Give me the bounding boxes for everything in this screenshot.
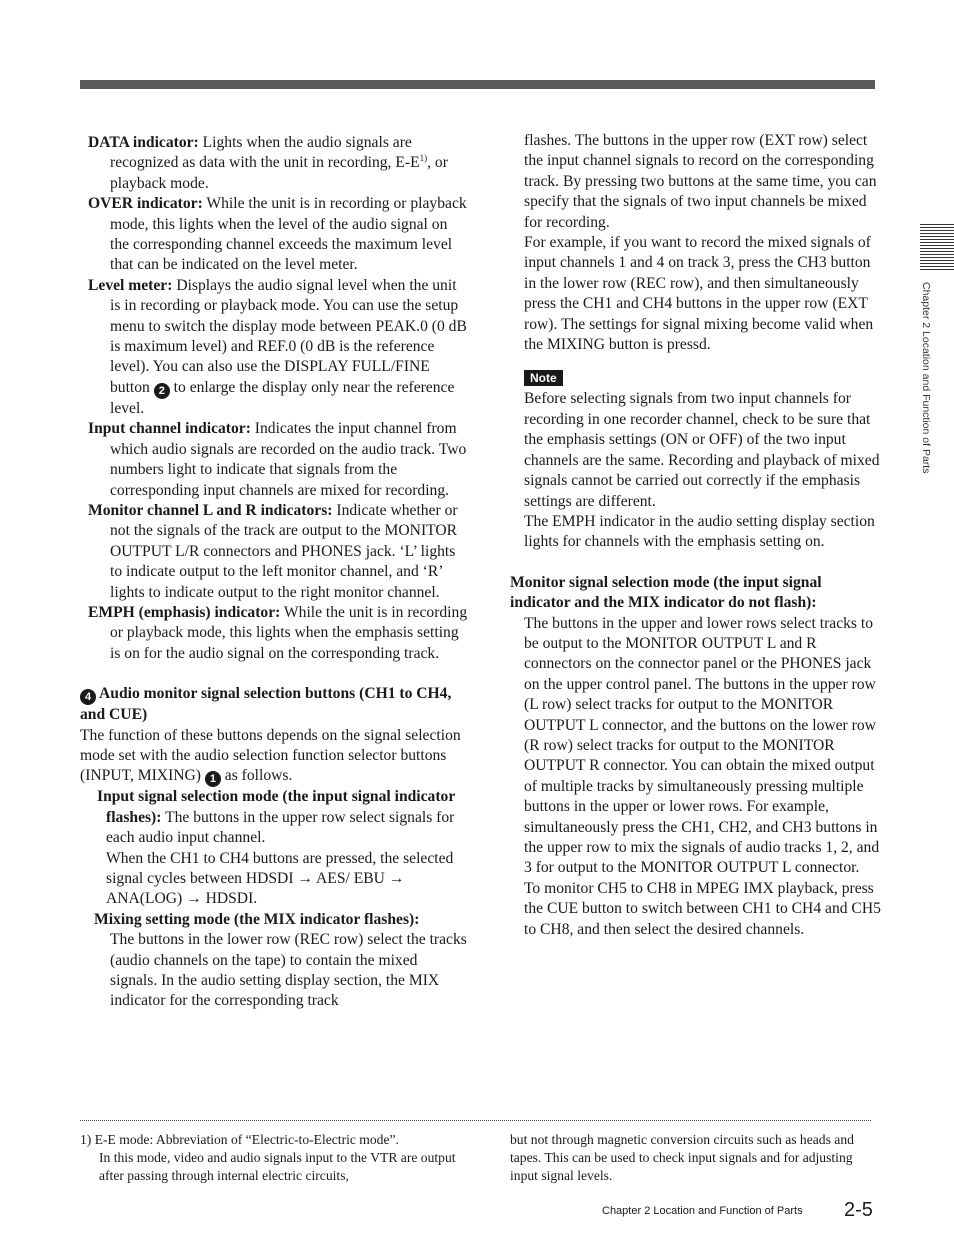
monitor-mode-cue-desc: To monitor CH5 to CH8 in MPEG IMX playback, press the CUE button to switch between CH1 to CH4 and CH5 to CH8, and then select the desired channels. [524,879,881,938]
footnote-separator [80,1120,871,1121]
mixing-mode-item [80,910,468,930]
input-channel-term: Input channel indicator: [88,420,251,438]
input-mode-desc-cycle: When the CH1 to CH4 buttons are pressed, the selected signal cycles between HDSDI → AES/ EBU → ANA(LOG) → HDSDI. [106,849,454,908]
section-intro [80,726,468,788]
footnote-right: but not through magnetic conversion circuits such as heads and tapes. This can be used to check input signals and for adjusting input signal levels. [510,1132,854,1183]
footer-chapter: Chapter 2 Location and Function of Parts [602,1205,803,1217]
over-indicator-term: OVER indicator: [88,195,203,213]
input-mode-item [80,787,468,848]
footnote-title: 1) E-E mode: Abbreviation of “Electric-to-Electric mode”. [80,1132,399,1147]
chapter-side-label: Chapter 2 Location and Function of Parts [920,282,932,474]
data-indicator-term: DATA indicator: [88,134,199,151]
input-channel-desc: Indicates the input channel from which audio signals are recorded on the audio track. Two numbers light to indicate that signals from the corresponding input channels are mixed for recording. [110,420,467,499]
monitor-mode-term: Monitor signal selection mode (the input signal indicator and the MIX indicator do not flash): [510,573,822,612]
emph-indicator-item [80,603,468,664]
mixing-mode-desc: The buttons in the lower row (REC row) select the tracks (audio channels on the tape) to contain the mixed signals. In the audio setting display section, the MIX indicator for the corresponding track [110,931,467,1010]
monitor-channel-item [80,501,468,603]
section-intro-end: as follows. [220,767,293,785]
over-indicator-item [80,194,468,276]
note-text: Before selecting signals from two input channels for recording in one recorder channel, check to be sure that the emphasis settings (ON or OFF) of the two input channels are the same. Recording and playback of mixed signals cannot be carried out correctly if the emphasis settings are different. [524,390,880,510]
over-indicator-desc: While the unit is in recording or playback mode, this lights when the level of the audio signal on the corresponding channel exceeds the maximum level that can be indicated on the level meter. [110,195,467,274]
mixing-mode-desc-cont: flashes. The buttons in the upper row (EXT row) select the input channel signals to record on the corresponding track. By pressing two buttons at the same time, you can specify that the signals of two input channels be mixed for recording. [524,132,877,231]
chapter-tab-marker [920,224,954,270]
right-column [510,131,882,940]
chapter-side-tab [920,282,940,512]
monitor-channel-desc: Indicate whether or not the signals of the track are output to the MONITOR OUTPUT L/R connectors and PHONES jack. ‘L’ lights to indicate output to the left monitor channel, and ‘R’ lights to indicate output to the right monitor channel. [110,501,458,601]
level-meter-desc: Displays the audio signal level when the unit is in recording or playback mode. You can use the setup menu to switch the display mode between PEAK.0 (0 dB is maximum level) and REF.0 (0 dB is the reference level). You can also use the DISPLAY FULL/FINE button [110,276,467,396]
footnote-left [80,1131,472,1185]
monitor-mode-desc: The buttons in the upper and lower rows select tracks to be output to the MONITOR OUTPUT L and R connectors on the connector panel or the PHONES jack on the upper control panel. The buttons in the upper row (L row) select tracks for output to the MONITOR OUTPUT L connector, and the buttons on the lower row (R row) select tracks for output to the MONITOR OUTPUT R connector. You can obtain the mixed output of multiple tracks by simultaneously pressing multiple buttons in the upper or lower rows. For example, simultaneously press the CH1, CH2, and CH3 buttons in the upper row to mix the signals of audio tracks 1, 2, and 3 for output to the MONITOR OUTPUT L connector. [524,614,880,877]
input-mode-desc: The buttons in the upper row select signals for each audio input channel. [106,808,455,847]
level-meter-term: Level meter: [88,276,173,294]
note-emph-text: The EMPH indicator in the audio setting display section lights for channels with the emphasis setting on. [524,512,875,551]
spacer [80,664,468,684]
emph-indicator-term: EMPH (emphasis) indicator: [88,603,281,621]
monitor-mode-heading [510,573,882,614]
section-number-4-icon: 4 [80,689,96,705]
left-column [80,133,468,1012]
emph-indicator-desc: While the unit is in recording or playback mode, this lights when the emphasis setting is on for the audio signal on the corresponding track. [110,603,468,662]
mixing-mode-term: Mixing setting mode (the MIX indicator flashes): [94,910,420,928]
monitor-channel-term: Monitor channel L and R indicators: [88,501,333,519]
data-indicator-item [80,133,468,194]
data-indicator-desc-end: , or playback mode. [110,154,448,192]
level-meter-item [80,276,468,419]
mixing-example: For example, if you want to record the mixed signals of input channels 1 and 4 on track 3, press the CH3 button in the lower row (REC row), and then simultaneously press the CH1 and CH4 buttons in the upper row (EXT row). The settings for signal mixing become valid when the MIXING button is pressd. [524,234,874,354]
input-channel-item [80,419,468,501]
data-indicator-desc: Lights when the audio signals are recognized as data with the unit in recording, E-E [110,134,420,172]
header-rule [80,80,875,89]
level-meter-desc-end: to enlarge the display only near the reference level. [110,378,455,417]
section-heading-text: Audio monitor signal selection buttons (CH1 to CH4, and CUE) [80,685,452,724]
footnote-ref: 1) [419,153,428,164]
footnote-text: In this mode, video and audio signals input to the VTR are output after passing through internal electric circuits, [99,1150,456,1183]
button-ref-2-icon: 2 [154,383,170,399]
section-heading [80,684,468,725]
button-ref-1-icon: 1 [205,771,221,787]
input-mode-term: Input signal selection mode (the input signal indicator flashes): [97,788,455,826]
section-intro-text: The function of these buttons depends on the signal selection mode set with the audio selection function selector buttons (INPUT, MIXING) [80,726,461,785]
spacer [510,355,882,367]
spacer [510,553,882,573]
page-number: 2-5 [844,1199,873,1221]
note-label: Note [524,370,563,386]
